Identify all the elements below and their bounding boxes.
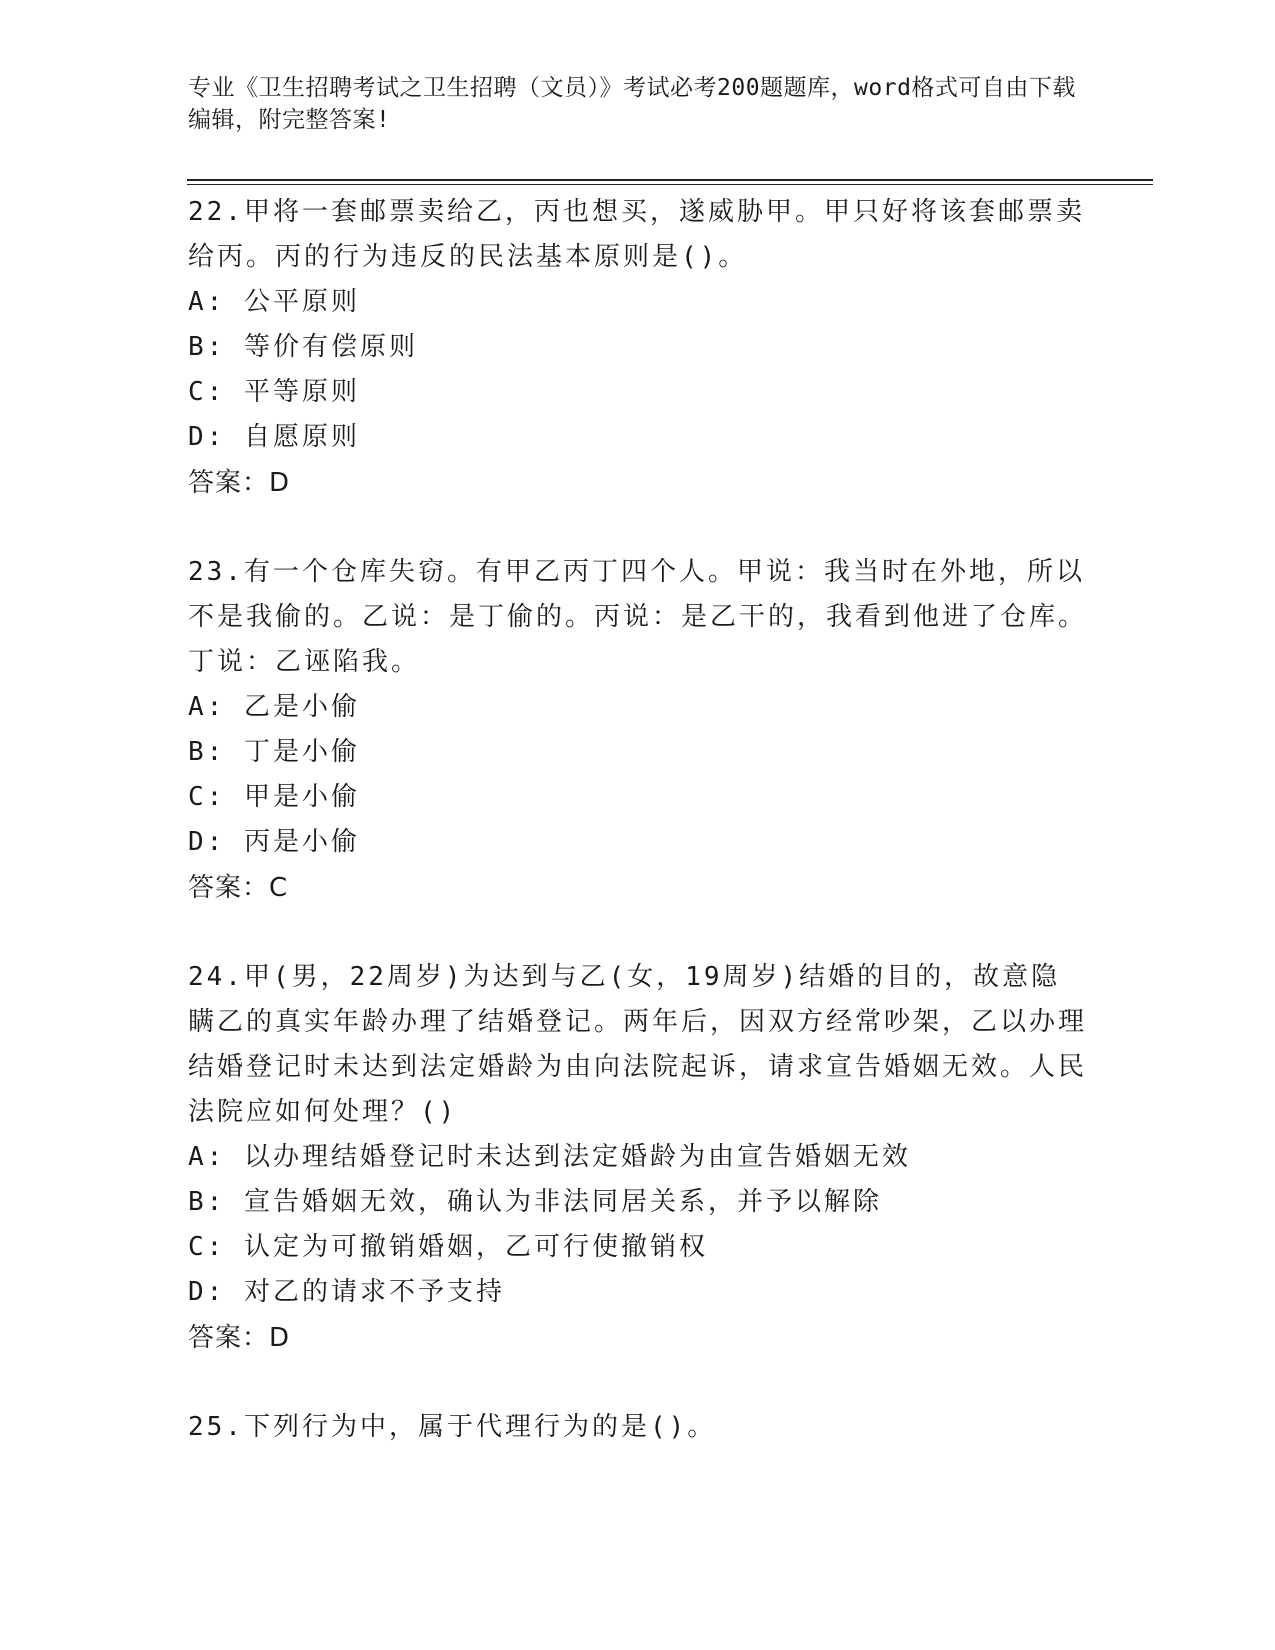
question-text: 25.下列行为中，属于代理行为的是()。 (188, 1412, 717, 1442)
option-c: C: 甲是小偷 (188, 782, 360, 812)
answer: 答案：D (188, 468, 291, 498)
option-d: D: 丙是小偷 (188, 827, 360, 857)
header-rule-thin (187, 184, 1153, 185)
option-c: C: 平等原则 (188, 377, 360, 407)
option-b: B: 丁是小偷 (188, 737, 360, 767)
question-list (188, 190, 1088, 1494)
question-25 (188, 1405, 1088, 1450)
option-c: C: 认定为可撤销婚姻，乙可行使撤销权 (188, 1232, 708, 1262)
header-rule-thick (187, 179, 1153, 181)
question-22 (188, 190, 1088, 506)
option-d: D: 对乙的请求不予支持 (188, 1277, 505, 1307)
option-d: D: 自愿原则 (188, 422, 360, 452)
option-b: B: 宣告婚姻无效，确认为非法同居关系，并予以解除 (188, 1187, 882, 1217)
answer: 答案：D (188, 1323, 291, 1353)
question-23 (188, 550, 1088, 911)
question-24 (188, 955, 1088, 1361)
question-text: 23.有一个仓库失窃。有甲乙丙丁四个人。甲说：我当时在外地，所以不是我偷的。乙说：是丁偷的。丙说：是乙干的，我看到他进了仓库。丁说：乙诬陷我。 (188, 557, 1088, 677)
option-a: A: 以办理结婚登记时未达到法定婚龄为由宣告婚姻无效 (188, 1142, 911, 1172)
question-text: 22.甲将一套邮票卖给乙，丙也想买，遂威胁甲。甲只好将该套邮票卖给丙。丙的行为违反的民法基本原则是()。 (188, 197, 1085, 272)
answer: 答案：C (188, 873, 289, 903)
question-text: 24.甲(男，22周岁)为达到与乙(女，19周岁)结婚的目的，故意隐瞒乙的真实年龄办理了结婚登记。两年后，因双方经常吵架，乙以办理结婚登记时未达到法定婚龄为由向法院起诉，请求宣告婚姻无效。人民法院应如何处理？() (188, 962, 1088, 1127)
option-a: A: 乙是小偷 (188, 692, 360, 722)
option-a: A: 公平原则 (188, 287, 360, 317)
option-b: B: 等价有偿原则 (188, 332, 418, 362)
document-header: 专业《卫生招聘考试之卫生招聘（文员）》考试必考200题题库，word格式可自由下载编辑，附完整答案! (188, 75, 1076, 133)
